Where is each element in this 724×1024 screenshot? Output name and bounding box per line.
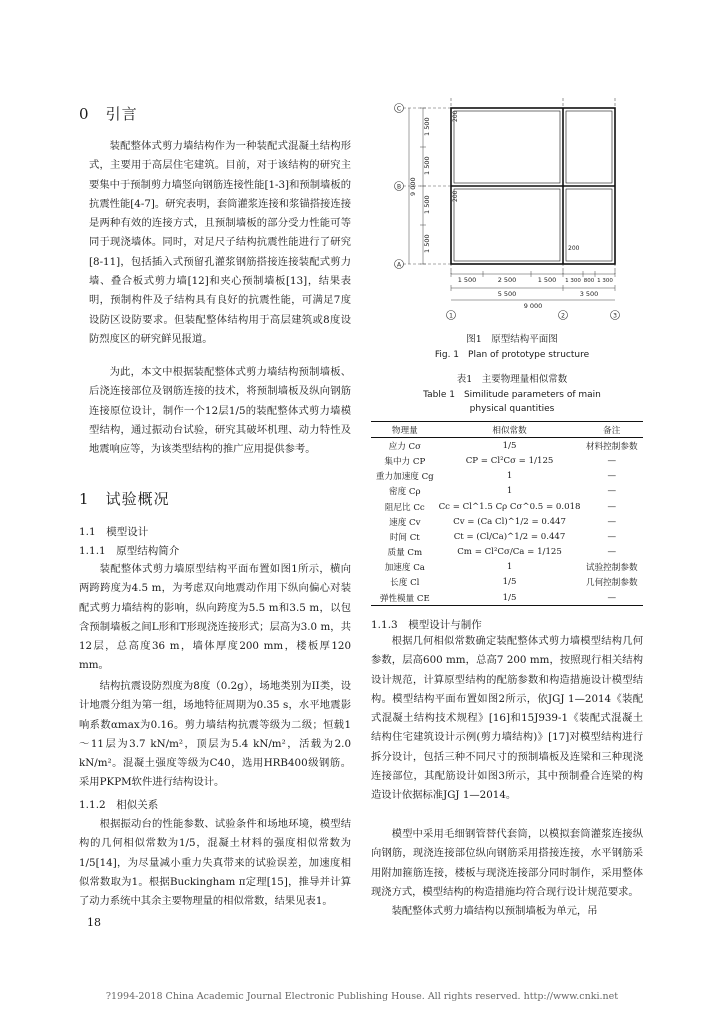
table-header: 物理量	[371, 422, 439, 438]
section-1-heading: 1 试验概况	[79, 490, 170, 508]
dim-label: 5 500	[497, 290, 517, 298]
table-cell: Cv = (Ca Cl)^1/2 = 0.447	[453, 516, 566, 527]
subsection-1-1-heading: 1.1 模型设计	[79, 526, 149, 538]
table-cell: 1/5	[502, 440, 517, 451]
dim-label: 1 500	[423, 117, 431, 136]
table-cell: Ct = (Cl/Ca)^1/2 = 0.447	[453, 531, 566, 542]
table-row	[371, 575, 643, 590]
table-cell: 几何控制参数	[585, 578, 638, 589]
table-cell: 1	[506, 562, 513, 573]
table-row	[371, 469, 643, 484]
table-row	[371, 514, 643, 529]
table-cell: 加速度 Ca	[384, 563, 425, 574]
copyright-footer: ?1994-2018 China Academic Journal Electronic Publishing House. All rights reserved. http://www.cnki.net	[105, 991, 619, 1002]
table-cell: 1	[506, 471, 513, 482]
table-cell: —	[607, 455, 617, 466]
table-header: 备注	[581, 422, 643, 438]
prototype-plan-drawing	[393, 96, 641, 322]
figure-1-caption-cn: 图1 原型结构平面图	[466, 334, 558, 345]
wall-label: 200	[452, 110, 459, 122]
section-number: 0	[79, 105, 90, 123]
axis-label: 1	[449, 312, 453, 320]
table-row	[371, 453, 643, 468]
table-row	[371, 545, 643, 560]
column-axis-bubbles	[447, 311, 620, 320]
row-axis-bubbles	[395, 104, 404, 269]
table-cell: Cc = Cl^1.5 Cρ Cσ^0.5 = 0.018	[438, 501, 581, 512]
table-cell: 重力加速度 Cg	[375, 472, 434, 483]
axis-label: A	[396, 261, 402, 269]
table-cell: 密度 Cρ	[389, 487, 421, 498]
table-cell: —	[607, 531, 617, 542]
table-cell: 质量 Cm	[387, 548, 423, 559]
table-1-caption-cn: 表1 主要物理量相似常数	[456, 374, 568, 385]
table-cell: 集中力 CP	[384, 456, 426, 467]
dim-label: 1 500	[423, 234, 431, 253]
table-cell: —	[607, 516, 617, 527]
table-cell: —	[607, 501, 617, 512]
dim-label: 2 500	[497, 276, 517, 284]
table-cell: 试验控制参数	[585, 563, 638, 574]
table-cell: 速度 Cv	[389, 517, 421, 528]
table-row	[371, 438, 643, 454]
subsection-1-1-3-heading: 1.1.3 模型设计与制作	[371, 619, 482, 631]
table-row	[371, 484, 643, 499]
s113-paragraph-3: 装配整体式剪力墙结构以预制墙板为单元，吊	[391, 905, 598, 917]
page-number: 18	[87, 916, 101, 929]
dim-label: 800	[583, 278, 595, 284]
table-cell: —	[581, 590, 643, 606]
wall-label: 200	[568, 245, 580, 252]
table-cell: 1	[506, 486, 513, 497]
axis-label: 3	[613, 312, 617, 320]
dim-label: 1 300	[565, 278, 581, 284]
dim-label: 1 500	[423, 156, 431, 175]
table-cell: —	[607, 547, 617, 558]
table-cell: 应力 Cσ	[388, 441, 421, 452]
dim-label: 1 500	[537, 276, 557, 284]
intro-paragraph-2: 为此，本文中根据装配整体式剪力墙结构预制墙板、后浇连接部位及钢筋连接的技术，将预制墙板及纵向钢筋连接原位设计，制作一个12层1/5的装配整体式剪力墙模型结构，通过振动台试验，研究其破坏机理、动力特性及地震响应等，为该类型结构的推广应用提供参考。	[89, 366, 351, 456]
section-0-heading	[79, 103, 138, 124]
subsection-1-1-1-heading: 1.1.1 原型结构简介	[79, 545, 180, 557]
table-cell: 时间 Ct	[389, 532, 420, 543]
walls	[451, 108, 615, 264]
table-cell: 阻尼比 Cc	[384, 502, 425, 513]
subsection-1-1-2-heading: 1.1.2 相似关系	[79, 799, 159, 811]
table-row	[371, 590, 643, 606]
intro-paragraph-1: 装配整体式剪力墙结构作为一种装配式混凝土结构形式，主要用于高层住宅建筑。目前，对于该结构的研究主要集中于预制剪力墙竖向钢筋连接性能[1-3]和预制墙板的抗震性能[4-7]。研究表明，套筒灌浆连接和浆锚搭接连接是两种有效的连接方式，且预制墙板的部分受力性能可等同于现浇墙体。同时，对足尺子结构抗震性能进行了研究[8-11]，包括插入式预留孔灌浆钢筋搭接连接装配式剪力墙、叠合板式剪力墙[12]和夹心预制墙板[13]，结果表明，预制构件及子结构具有良好的抗震性能，可满足7度设防区设防要求。但装配整体结构用于高层建筑或8度设防烈度区的研究鲜见报道。	[89, 140, 351, 345]
dim-label: 1 500	[457, 276, 477, 284]
wall-label: 200	[452, 190, 459, 202]
table-cell: —	[607, 486, 617, 497]
similitude-table	[371, 421, 643, 606]
table-1-caption-en-2: physical quantities	[469, 404, 555, 414]
table-cell: 长度 Cl	[390, 578, 420, 589]
table-cell: CP = Cl²Cσ = 1/125	[465, 455, 554, 466]
table-cell: 1/5	[439, 590, 581, 606]
table-row	[371, 529, 643, 544]
table-header: 相似常数	[439, 422, 581, 438]
axis-label: 2	[561, 312, 565, 320]
table-cell: Cm = Cl²Cσ/Ca = 1/125	[457, 547, 562, 558]
dim-label: 1 300	[597, 278, 613, 284]
table-cell: 弹性模量 CE	[371, 590, 439, 606]
dim-label: 3 500	[579, 290, 599, 298]
axis-label: B	[396, 183, 402, 191]
section-title: 引言	[105, 105, 138, 123]
s113-paragraph-2: 模型中采用毛细钢管替代套筒，以模拟套筒灌浆连接纵向钢筋，现浇连接部位纵向钢筋采用搭接连接，水平钢筋采用附加箍筋连接，楼板与现浇连接部分同时制作，采用整体现浇方式，模型结构的构造措施均符合现行设计规范要求。	[371, 828, 643, 898]
dim-label: 9 000	[523, 302, 543, 310]
table-1-caption-en-1: Table 1 Similitude parameters of main	[423, 390, 601, 400]
s111-paragraph-2: 结构抗震设防烈度为8度（0.2g），场地类别为II类，设计地震分组为第一组，场地特征周期为0.35 s，水平地震影响系数αmax为0.16。剪力墙结构抗震等级为二级；恒载1～11层为3.7 kN/m²，顶层为5.4 kN/m²，活载为2.0 kN/m²。混凝土强度等级为C40，选用HRB400级钢筋。采用PKPM软件进行结构设计。	[79, 680, 351, 789]
figure-1-caption-en: Fig. 1 Plan of prototype structure	[434, 350, 590, 360]
table-cell: 材料控制参数	[585, 441, 638, 452]
table-row	[371, 499, 643, 514]
table-header-row	[371, 422, 643, 438]
table-cell: —	[607, 471, 617, 482]
dim-label: 1 500	[423, 195, 431, 214]
axis-label: C	[396, 105, 402, 113]
s113-paragraph-1: 根据几何相似常数确定装配整体式剪力墙模型结构几何参数，层高600 mm，总高7 200 mm，按照现行相关结构设计规范，计算原型结构的配筋参数和构造措施设计模型结构。模型结构平面布置如图2所示，依JGJ 1—2014《装配式混凝土结构技术规程》[16]和15J939-1《装配式混凝土结构住宅建筑设计示例(剪力墙结构)》[17]对模型结构进行拆分设计，包括三种不同尺寸的预制墙板及连梁和三种现浇连接部位，其配筋设计如图3所示，其中预制叠合连梁的构造设计依据标准JGJ 1—2014。	[371, 635, 643, 802]
s111-paragraph-1: 装配整体式剪力墙原型结构平面布置如图1所示，横向两跨跨度为4.5 m，为考虑双向地震动作用下纵向偏心对装配式剪力墙结构的影响，纵向跨度为5.5 m和3.5 m，以包含预制墙板之间L形和T形现浇连接形式；层高为3.0 m，共12层，总高度36 m，墙体厚度200 mm，楼板厚120 mm。	[79, 563, 351, 672]
table-row	[371, 560, 643, 575]
table-cell: 1/5	[502, 577, 517, 588]
s112-paragraph: 根据振动台的性能参数、试验条件和场地环境，模型结构的几何相似常数为1/5，混凝土材料的强度相似常数为1/5[14]，为尽量减小重力失真带来的试验误差，加速度相似常数取为1。根据Buckingham π定理[15]，推导并计算了动力系统中其余主要物理量的相似常数，结果见表1。	[79, 818, 351, 908]
dim-label: 9 000	[409, 177, 417, 196]
